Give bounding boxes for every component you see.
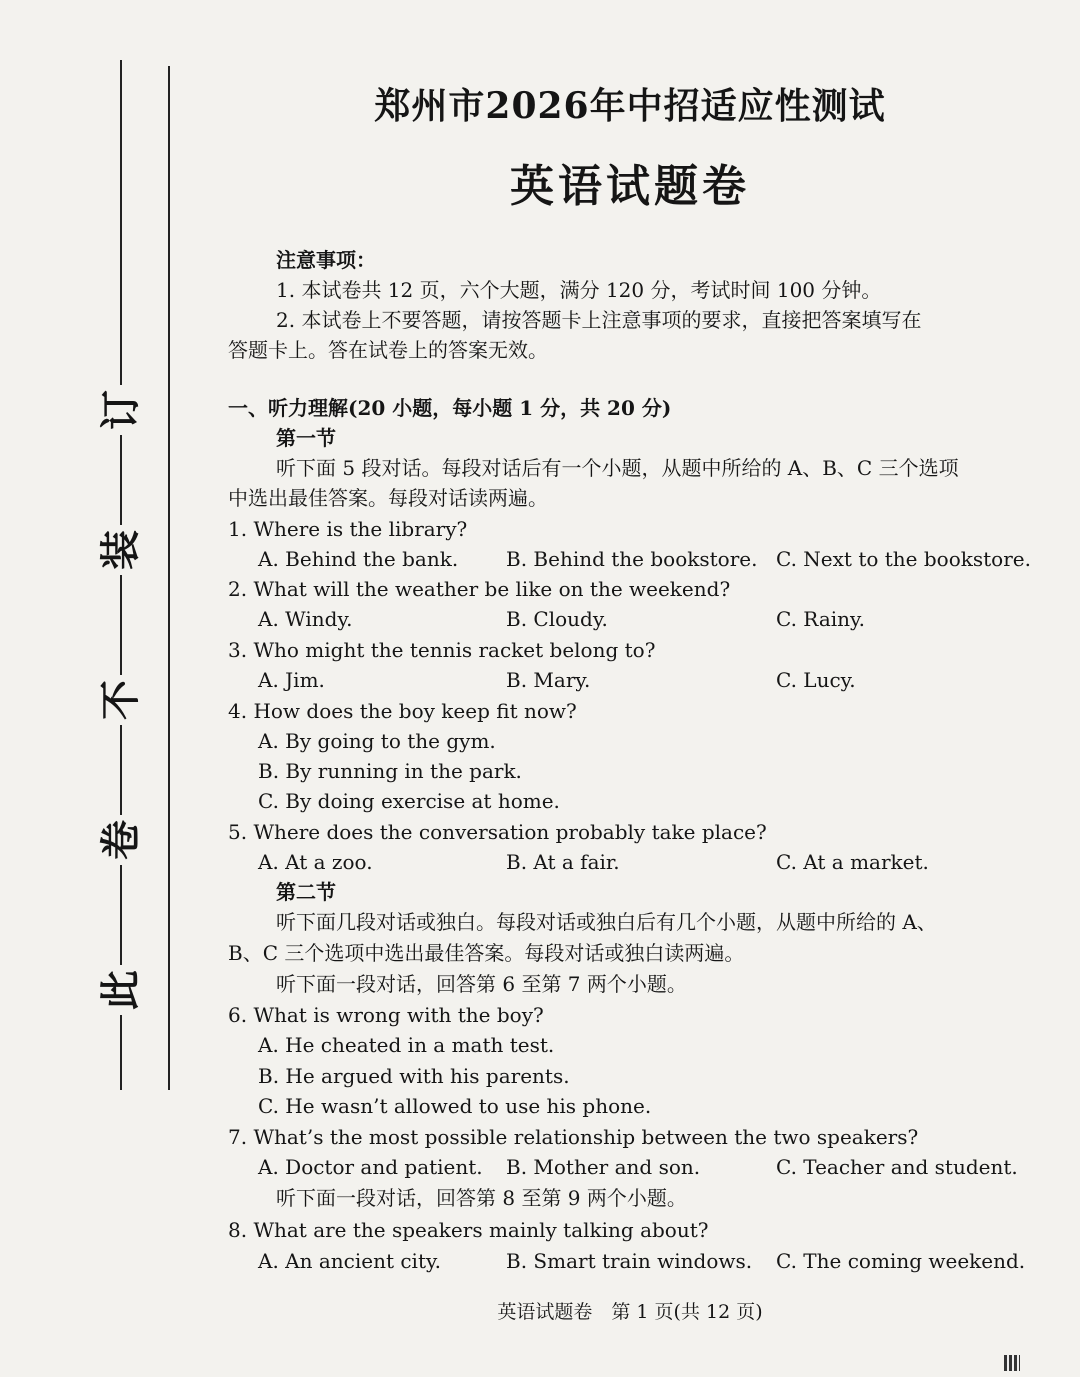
question-7: 7. What’s the most possible relationship between the two speakers?: [228, 1125, 919, 1149]
option-6c: C. He wasn’t allowed to use his phone.: [258, 1094, 652, 1118]
binding-line: [120, 60, 122, 1090]
exam-title: 郑州市2026年中招适应性测试: [374, 85, 886, 127]
option-7c: C. Teacher and student.: [776, 1155, 1018, 1179]
option-8b: B. Smart train windows.: [506, 1249, 753, 1273]
option-5a: A. At a zoo.: [258, 850, 373, 874]
qr-code-icon: [1004, 1355, 1020, 1371]
notice-item: 答题卡上。答在试卷上的答案无效。: [228, 338, 548, 362]
option-5c: C. At a market.: [776, 850, 929, 874]
binding-char: 此: [96, 965, 146, 1015]
dialog-instructions: 听下面一段对话，回答第 6 至第 7 两个小题。: [276, 972, 687, 996]
option-2b: B. Cloudy.: [506, 607, 608, 631]
question-4: 4. How does the boy keep fit now?: [228, 699, 577, 723]
option-7b: B. Mother and son.: [506, 1155, 701, 1179]
option-3b: B. Mary.: [506, 668, 591, 692]
option-6a: A. He cheated in a math test.: [258, 1033, 555, 1057]
part-title: 第二节: [276, 880, 336, 904]
question-6: 6. What is wrong with the boy?: [228, 1003, 544, 1027]
binding-char: 卷: [96, 815, 146, 865]
option-3c: C. Lucy.: [776, 668, 856, 692]
option-1b: B. Behind the bookstore.: [506, 547, 758, 571]
question-3: 3. Who might the tennis racket belong to?: [228, 638, 656, 662]
option-8a: A. An ancient city.: [258, 1249, 441, 1273]
part-instructions: B、C 三个选项中选出最佳答案。每段对话或独白读两遍。: [228, 941, 745, 965]
part-instructions: 听下面几段对话或独白。每段对话或独白后有几个小题，从题中所给的 A、: [276, 910, 937, 934]
option-3a: A. Jim.: [258, 668, 325, 692]
option-4c: C. By doing exercise at home.: [258, 789, 560, 813]
option-4b: B. By running in the park.: [258, 759, 522, 783]
part-instructions: 中选出最佳答案。每段对话读两遍。: [228, 486, 548, 510]
notice-heading: 注意事项：: [276, 248, 376, 272]
option-5b: B. At a fair.: [506, 850, 620, 874]
section-heading: 一、听力理解(20 小题，每小题 1 分，共 20 分): [228, 396, 672, 420]
page-footer: 英语试题卷 第 1 页(共 12 页): [497, 1301, 763, 1323]
binding-line: [168, 66, 170, 1090]
option-1a: A. Behind the bank.: [258, 547, 459, 571]
exam-subtitle: 英语试题卷: [510, 161, 750, 212]
notice-item: 2. 本试卷上不要答题，请按答题卡上注意事项的要求，直接把答案填写在: [276, 308, 922, 332]
question-2: 2. What will the weather be like on the weekend?: [228, 577, 731, 601]
question-1: 1. Where is the library?: [228, 517, 468, 541]
question-5: 5. Where does the conversation probably take place?: [228, 820, 767, 844]
question-8: 8. What are the speakers mainly talking about?: [228, 1218, 709, 1242]
option-1c: C. Next to the bookstore.: [776, 547, 1031, 571]
binding-char: 装: [96, 525, 146, 575]
option-7a: A. Doctor and patient.: [258, 1155, 483, 1179]
notice-item: 1. 本试卷共 12 页，六个大题，满分 120 分，考试时间 100 分钟。: [276, 278, 882, 302]
binding-margin: [88, 60, 168, 1090]
part-title: 第一节: [276, 426, 336, 450]
binding-char: 不: [96, 675, 146, 725]
option-6b: B. He argued with his parents.: [258, 1064, 570, 1088]
binding-char: 订: [96, 385, 146, 435]
option-2c: C. Rainy.: [776, 607, 866, 631]
option-8c: C. The coming weekend.: [776, 1249, 1026, 1273]
dialog-instructions: 听下面一段对话，回答第 8 至第 9 两个小题。: [276, 1186, 687, 1210]
option-4a: A. By going to the gym.: [258, 729, 496, 753]
option-2a: A. Windy.: [258, 607, 353, 631]
part-instructions: 听下面 5 段对话。每段对话后有一个小题，从题中所给的 A、B、C 三个选项: [276, 456, 959, 480]
